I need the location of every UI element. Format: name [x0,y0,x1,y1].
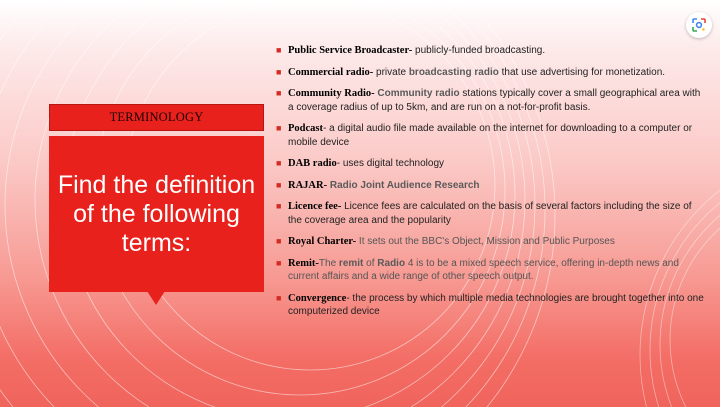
term-definition: Licence fees are calculated on the basis of several factors including the size of the coverage area and the popularity [288,201,692,226]
term-definition-highlight: broadcasting radio [408,66,499,78]
term-item [276,200,704,227]
term-label: Royal Charter- [288,236,357,247]
term-label: DAB radio [288,158,337,169]
term-label: Public Service Broadcaster- [288,45,413,56]
term-item [276,257,704,284]
term-item [276,179,704,193]
term-definition-highlight: Radio [377,257,406,269]
term-definition-highlight: Community radio [377,88,460,99]
term-item [276,235,704,249]
term-item [276,44,704,58]
terminology-heading: TERMINOLOGY [49,104,264,131]
bullet-icon: ■ [276,236,282,246]
term-item [276,66,704,80]
term-label: RAJAR- [288,179,328,191]
term-definition-highlight: Radio Joint Audience Research [327,179,480,191]
term-label: Commercial radio- [288,66,374,78]
term-label: Convergence [288,292,347,304]
bullet-icon: ■ [276,158,282,168]
bullet-icon: ■ [276,257,282,268]
bullet-icon: ■ [276,201,282,211]
term-definition: private [373,66,409,78]
term-definition: of [363,257,378,269]
term-definition: publicly-funded broadcasting. [412,45,546,56]
prompt-text: Find the definition of the following terms: [57,170,256,257]
term-definition: It sets out the BBC's Object, Mission and Public Purposes [356,236,615,247]
google-lens-icon [691,17,707,33]
term-definition: that use advertising for monetization. [498,66,666,78]
term-item [276,292,704,319]
google-lens-button[interactable] [686,12,712,38]
term-label: Licence fee- [288,201,342,212]
term-item [276,157,704,171]
bullet-icon: ■ [276,88,282,98]
term-item [276,87,704,114]
terms-list [276,44,704,327]
bullet-icon: ■ [276,66,282,77]
prompt-box [49,136,264,292]
term-definition: stations typically cover a small geographical area with a coverage radius of up to 5km, and are run on a not-for-profit basis. [288,88,701,113]
term-definition: - the process by which multiple media technologies are brought together into one computerized device [288,292,704,317]
bullet-icon: ■ [276,45,282,55]
bullet-icon: ■ [276,179,282,190]
prompt-pointer [147,291,165,305]
term-definition-highlight: remit [338,257,364,269]
term-definition: - a digital audio file made available on the internet for downloading to a computer or mobile device [288,123,693,148]
term-label: Podcast [288,123,323,134]
bullet-icon: ■ [276,292,282,303]
term-definition: 4 is to be a mixed speech service, offering in-depth news and current affairs and a wide range of other speech output. [288,257,679,282]
term-label: Remit- [288,257,319,269]
term-label: Community Radio- [288,88,375,99]
term-definition: - uses digital technology [336,158,445,169]
bullet-icon: ■ [276,123,282,133]
term-item [276,122,704,149]
term-definition: The [318,257,339,269]
